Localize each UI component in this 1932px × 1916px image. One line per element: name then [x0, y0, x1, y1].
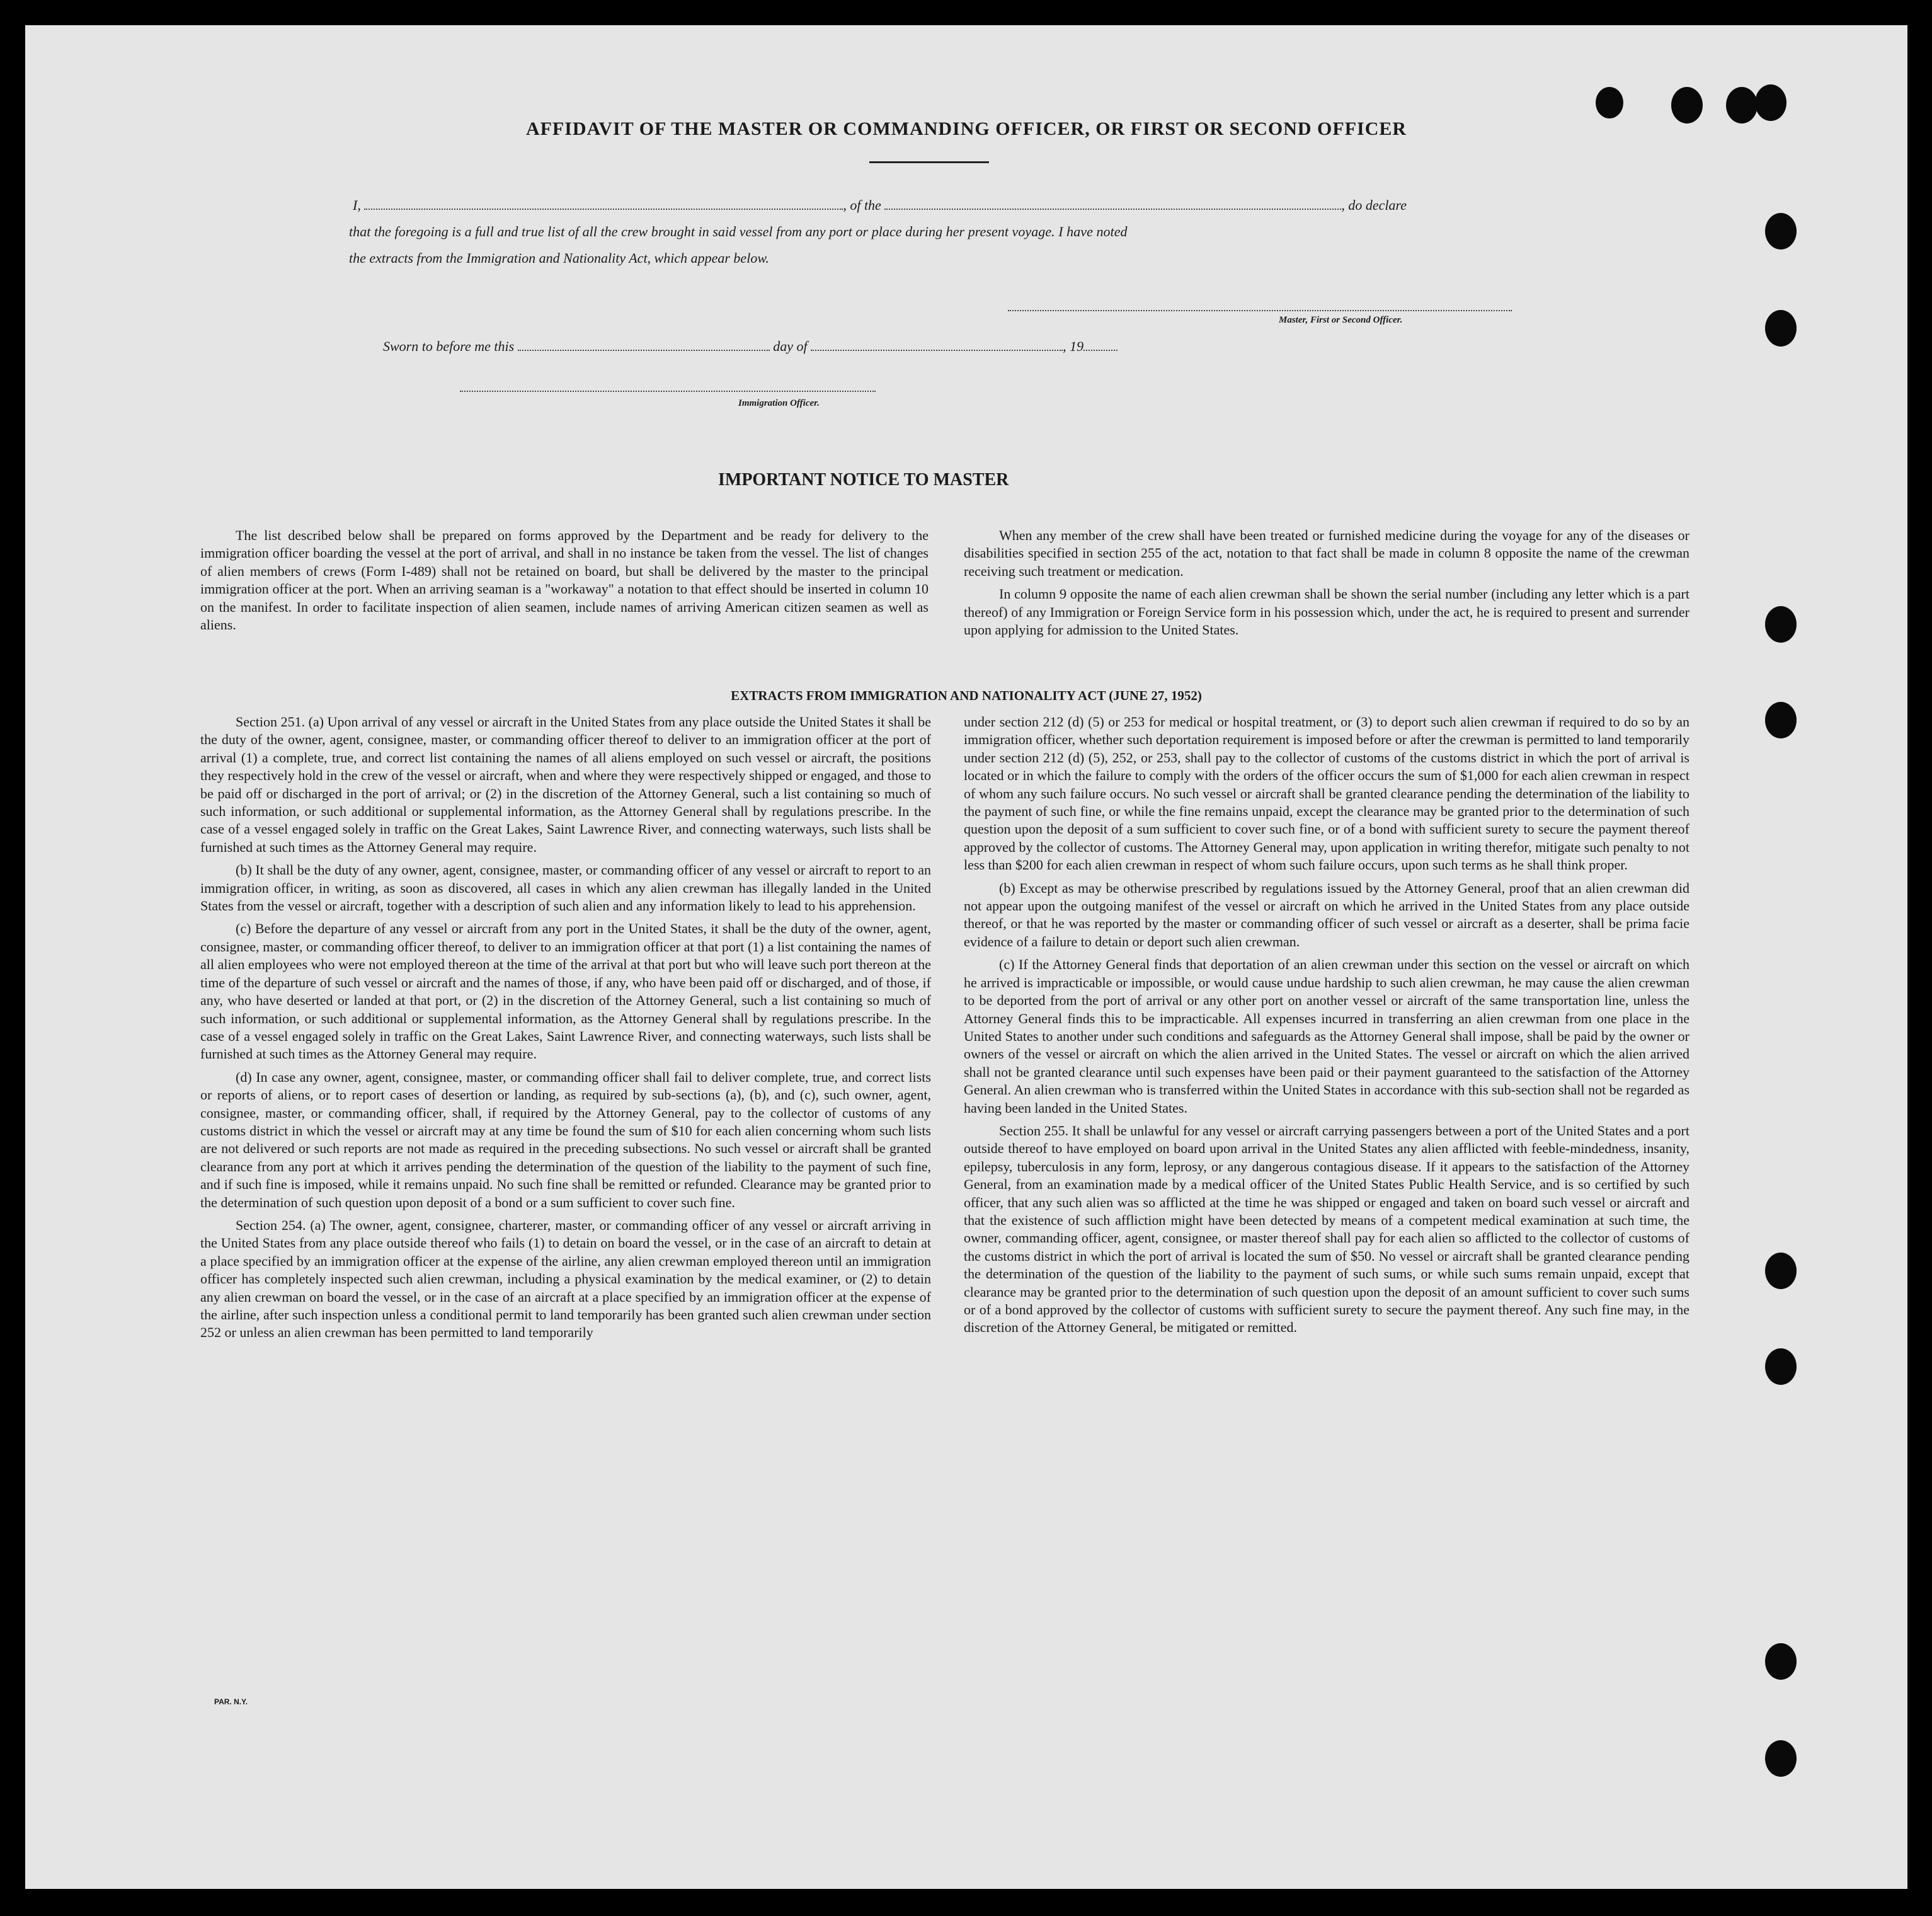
- punch-hole: [1765, 1643, 1797, 1680]
- punch-hole: [1755, 84, 1786, 121]
- section-254-a-continued: under section 212 (d) (5) or 253 for medical or hospital treatment, or (3) to deport such alien crewman if required to do so by an immigration officer, whether such deportation requirement is imposed before or after the crewman is permitted to land temporarily under section 212 (d) (5), 252, or 253, shall pay to the collector of customs of the customs district in which the port of arrival is located or in which the failure to comply with the orders of the officer occurs the sum of $1,000 for each alien crewman in respect of whom any such failure occurs. No such vessel or aircraft shall be granted clearance pending the determination of the liability to the payment of such fine, or while the fine remains unpaid, except the clearance may be granted prior to the determination of such question upon the deposit of a sum sufficient to cover such fine, or of a bond with sufficient surety to secure the payment thereof approved by the collector of customs. The Attorney General may, upon application in writing therefor, mitigate such penalty to not less than $200 for each alien crewman in respect of whom such failure occurs, upon such terms as he shall think proper.: [964, 714, 1689, 873]
- officer-signature-line[interactable]: [460, 391, 876, 392]
- document-page: [25, 25, 1907, 1889]
- section-254-a: Section 254. (a) The owner, agent, consignee, charterer, master, or commanding officer of any vessel or aircraft arriving in the United States from any place outside thereof who fails (1) to detain on board the vessel, or in the case of an aircraft to detain at a place specified by an immigration officer at the expense of the airline, any alien crewman employed thereon until an immigration officer has completely inspected such alien crewman, including a physical examination by the medical examiner, or (2) to detain any alien crewman on board the vessel, or in the case of an aircraft at a place specified by an immigration officer at the expense of the airline, after such inspection unless a conditional permit to land temporarily has been granted such alien crewman under section 252 or unless an alien crewman has been permitted to land temporarily: [200, 1217, 931, 1341]
- extracts-right-column: [964, 713, 1689, 1337]
- notice-left-column: [200, 527, 929, 634]
- sworn-line: [383, 338, 1117, 355]
- affidavit-title: AFFIDAVIT OF THE MASTER OR COMMANDING OFFICER, OR FIRST OR SECOND OFFICER: [525, 118, 1407, 139]
- printer-mark: PAR. N.Y.: [214, 1697, 248, 1706]
- declaration-of-the: , of the: [843, 197, 881, 213]
- section-251-c: (c) Before the departure of any vessel or aircraft from any port in the United States, it shall be the duty of the owner, agent, consignee, master, or commanding officer thereof, to deliver to an immigration officer at that port (1) a list containing the names of all alien employees who were not employed thereon at the time of the arrival at that port but who will leave such port thereon at the time of the departure of such vessel or aircraft and the names of those, if any, who have been paid off or discharged, and of those, if any, who have deserted or landed at that port, or (2) in the discretion of the Attorney General, such a list containing so much of such information, or such additional or supplemental information, as the Attorney General shall by regulations prescribe. In the case of a vessel engaged solely in traffic on the Great Lakes, Saint Lawrence River, and connecting waterways, such lists shall be furnished at such times as the Attorney General may require.: [200, 921, 931, 1062]
- punch-hole: [1765, 1740, 1797, 1777]
- notice-right-paragraph-2: In column 9 opposite the name of each alien crewman shall be shown the serial number (including any letter which is a part thereof) of any Immigration or Foreign Service form in his possession which, under the act, he is required to present and surrender upon applying for admission to the United States.: [964, 586, 1689, 638]
- sworn-year-prefix: , 19: [1063, 338, 1084, 354]
- sworn-day-field[interactable]: [518, 338, 770, 351]
- sworn-day-of: day of: [773, 338, 808, 354]
- punch-hole: [1765, 702, 1797, 738]
- vessel-field[interactable]: [884, 197, 1341, 210]
- declaration-text-line-2: that the foregoing is a full and true list of all the crew brought in said vessel from any port or place during her present voyage. I have noted: [349, 224, 1128, 239]
- section-251-b: (b) It shall be the duty of any owner, agent, consignee, master, or commanding officer of any vessel or aircraft to report to an immigration officer, in writing, as soon as discovered, all cases in which any alien crewman has illegally landed in the United States from the vessel or aircraft, together with a description of such alien and any information likely to lead to his apprehension.: [200, 862, 931, 914]
- punch-hole: [1765, 1348, 1797, 1385]
- sworn-month-field[interactable]: [811, 338, 1063, 351]
- section-254-c: (c) If the Attorney General finds that deportation of an alien crewman under this section on the vessel or aircraft on which he arrived is impracticable or impossible, or would cause undue hardship to such alien crewman, he may cause the alien crewman to be deported from the port of arrival or any other port on another vessel or aircraft of the same transportation line, unless the Attorney General finds this to be impracticable. All expenses incurred in transferring an alien crewman from one place in the United States to another under such conditions and safeguards as the Attorney General shall impose, shall be paid by the owner or owners of the vessel or aircraft on which the alien arrived in the United States. The vessel or aircraft on which the alien arrived shall not be granted clearance until such expenses have been paid or their payment guaranteed to the satisfaction of the Attorney General. An alien crewman who is transferred within the United States in accordance with this sub-section shall not be regarded as having been landed in the United States.: [964, 956, 1689, 1116]
- notice-title: IMPORTANT NOTICE TO MASTER: [718, 470, 1009, 490]
- notice-left-paragraph: The list described below shall be prepared on forms approved by the Department and be ready for delivery to the immigration officer boarding the vessel at the port of arrival, and shall in no instance be taken from the vessel. The list of changes of alien members of crews (Form I-489) shall not be retained on board, but shall be delivered by the master to the principal immigration officer at the port. When an arriving seaman is a "workaway" a notation to that effect should be inserted in column 10 on the manifest. In order to facilitate inspection of alien seamen, include names of arriving American citizen seamen as well as aliens.: [200, 527, 929, 633]
- notice-right-paragraph-1: When any member of the crew shall have been treated or furnished medicine during the voyage for any of the diseases or disabilities specified in section 255 of the act, notation to that fact shall be made in column 8 opposite the name of the crewman receiving such treatment or medication.: [964, 527, 1689, 579]
- master-signature-line[interactable]: [1008, 310, 1512, 311]
- punch-hole: [1765, 213, 1797, 250]
- punch-hole: [1596, 87, 1623, 118]
- title-rule: [869, 161, 989, 163]
- punch-hole: [1765, 606, 1797, 643]
- declaration-i: I,: [353, 197, 361, 213]
- sworn-year-field[interactable]: [1083, 338, 1117, 351]
- section-255: Section 255. It shall be unlawful for any vessel or aircraft carrying passengers between a port of the United States and a port outside thereof to have employed on board upon arrival in the United States any alien afflicted with feeble-mindedness, insanity, epilepsy, tuberculosis in any form, leprosy, or any dangerous contagious disease. If it appears to the satisfaction of the Attorney General, from an examination made by a medical officer of the United States Public Health Service, and is so certified by such officer, that any such alien was so afflicted at the time he was shipped or engaged and taken on board such vessel or aircraft and that the existence of such affliction might have been detected by means of a competent medical examination at such time, the owner, commanding officer, agent, consignee, or master thereof shall pay for each alien so afflicted to the collector of customs of the customs district in which the port of arrival is located the sum of $50. No vessel or aircraft shall be granted clearance pending the determination of the question of the liability to the payment of such sums, or while such sums remain unpaid, except that clearance may be granted prior to the determination of such question upon the deposit of an amount sufficient to cover such sums or of a bond approved by the collector of customs with sufficient surety to secure the payment thereof. Any such fine may, in the discretion of the Attorney General, be mitigated or remitted.: [964, 1122, 1689, 1336]
- punch-hole: [1765, 310, 1797, 347]
- punch-hole: [1765, 1253, 1797, 1289]
- extracts-title: EXTRACTS FROM IMMIGRATION AND NATIONALITY ACT (JUNE 27, 1952): [731, 688, 1202, 703]
- declaration-text-line-3: the extracts from the Immigration and Nationality Act, which appear below.: [349, 250, 769, 266]
- section-251-d: (d) In case any owner, agent, consignee, master, or commanding officer shall fail to deliver complete, true, and correct lists or reports of aliens, or to report cases of desertion or landing, as required by sub-sections (a), (b), and (c), such owner, agent, consignee, master, or commanding officer, shall, if required by the Attorney General, pay to the collector of customs of any customs district in which the vessel or aircraft may at any time be found the sum of $10 for each alien concerning whom such lists are not delivered or such reports are not made as required in the preceding subsections. No such vessel or aircraft shall be granted clearance from any port at which it arrives pending the determination of the question of the liability to the payment of such fine, and if such fine is imposed, while it remains unpaid. No such fine shall be remitted or refunded. Clearance may be granted prior to the determination of such question upon deposit of a bond or a sum sufficient to cover such fine.: [200, 1069, 931, 1210]
- officer-signature-label: Immigration Officer.: [738, 398, 820, 408]
- name-field[interactable]: [364, 197, 843, 210]
- section-251-a: Section 251. (a) Upon arrival of any vessel or aircraft in the United States from any place outside the United States it shall be the duty of the owner, agent, consignee, master, or commanding officer thereof to deliver to an immigration officer at the port of arrival (1) a complete, true, and correct list containing the names of all aliens employed on such vessel or aircraft, the positions they respectively hold in the crew of the vessel or aircraft, when and where they were respectively shipped or engaged, and those to be paid off or discharged in the port of arrival; or (2) in the discretion of the Attorney General, such a list containing so much of such information, or such additional or supplemental information, as the Attorney General shall by regulations prescribe. In the case of a vessel engaged solely in traffic on the Great Lakes, Saint Lawrence River, and connecting waterways, such lists shall be furnished at such times as the Attorney General may require.: [200, 714, 931, 855]
- declaration-do-declare: , do declare: [1341, 197, 1407, 213]
- extracts-left-column: [200, 713, 931, 1342]
- section-254-b: (b) Except as may be otherwise prescribed by regulations issued by the Attorney General, proof that an alien crewman did not appear upon the outgoing manifest of the vessel or aircraft on which he arrived in the United States from any place outside thereof, or that he was reported by the master or commanding officer of such vessel or aircraft as a deserter, shall be prima facie evidence of a failure to detain or deport such alien crewman.: [964, 880, 1689, 949]
- sworn-prefix: Sworn to before me this: [383, 338, 515, 354]
- notice-right-column: [964, 527, 1689, 639]
- declaration-line: [353, 197, 1407, 214]
- master-signature-label: Master, First or Second Officer.: [1279, 315, 1403, 325]
